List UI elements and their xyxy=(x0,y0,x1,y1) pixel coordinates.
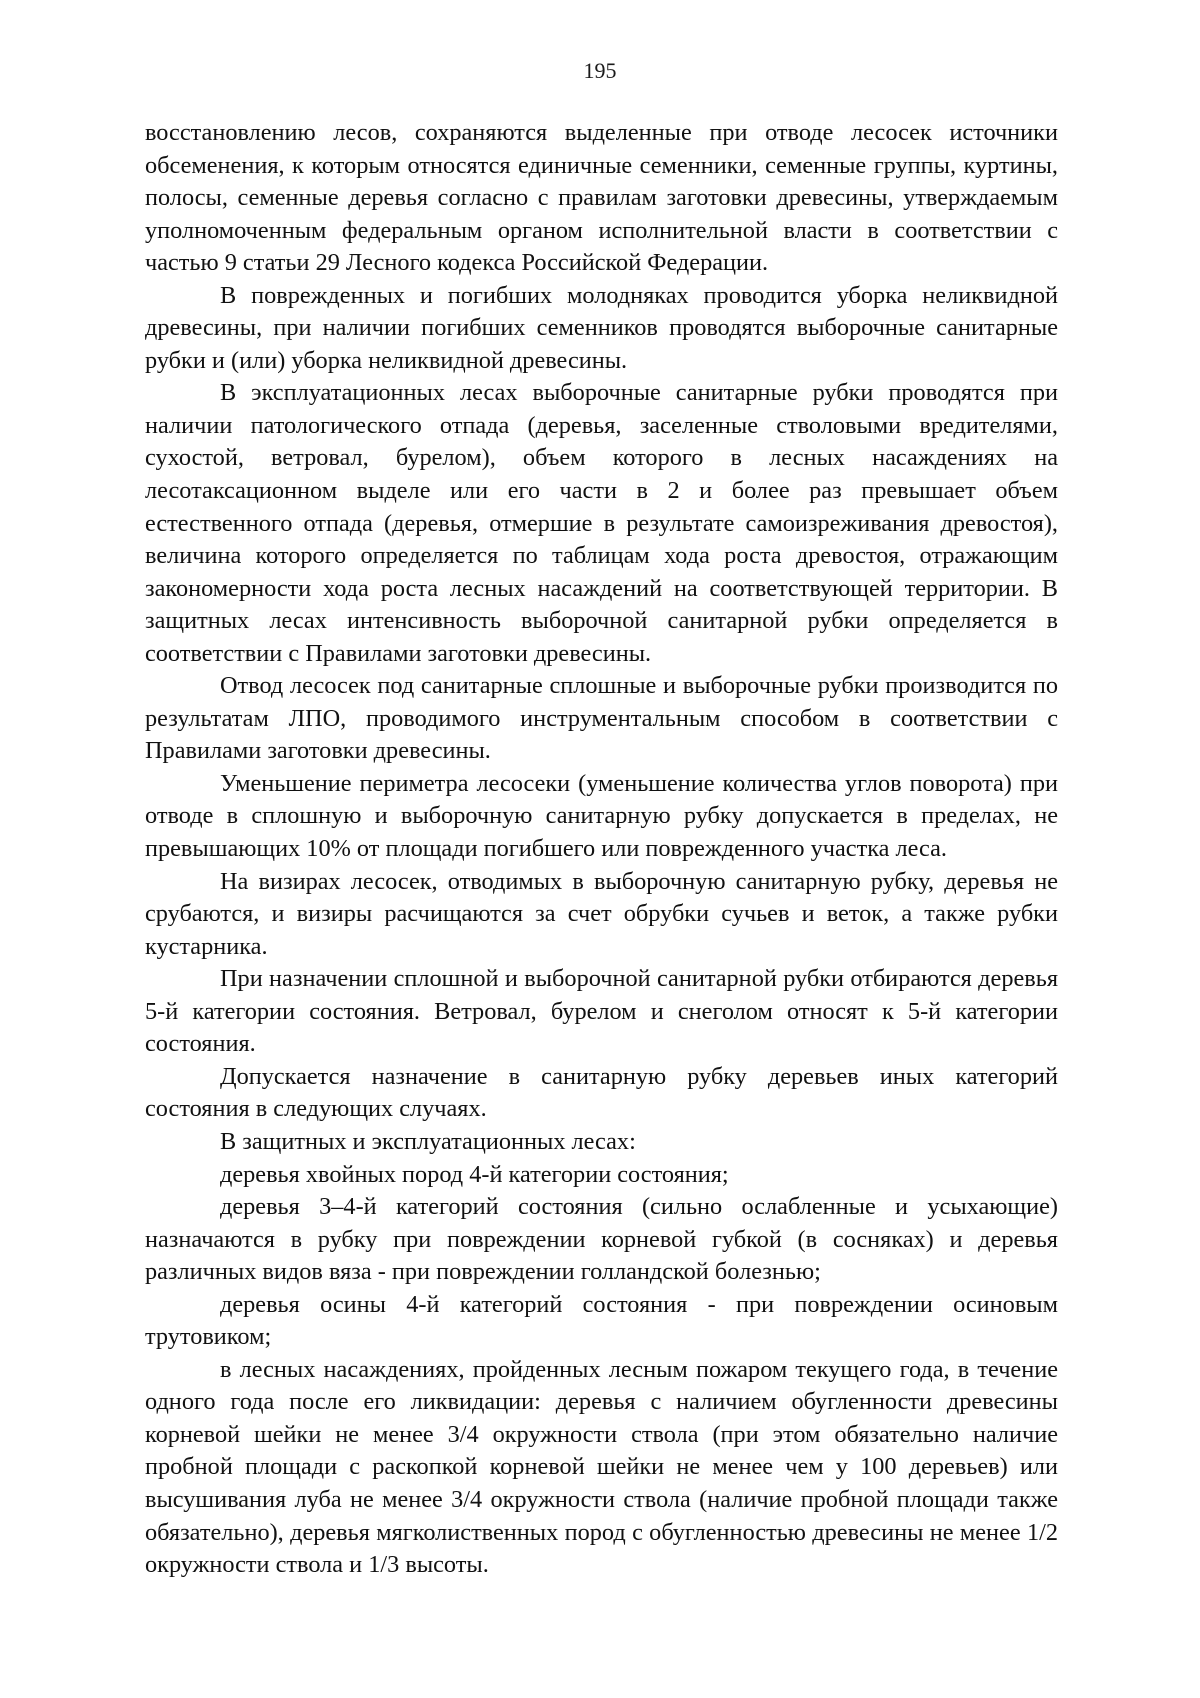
page-number: 195 xyxy=(583,58,617,83)
paragraph: В защитных и эксплуатационных лесах: xyxy=(220,1127,636,1155)
paragraph: Уменьшение периметра лесосеки (уменьшение количества углов поворота) при отводе в сплошную и выборочную санитарную рубку допускается в пределах, не превышающих 10% от площади погибшего или поврежденного участка леса. xyxy=(145,769,1058,863)
paragraph: Отвод лесосек под санитарные сплошные и выборочные рубки производится по результатам ЛПО, проводимого инструментальным способом в соответствии с Правилами заготовки древесины. xyxy=(145,672,1058,765)
paragraph: На визирах лесосек, отводимых в выборочную санитарную рубку, деревья не срубаются, и визиры расчищаются за счет обрубки сучьев и веток, а также рубки кустарника. xyxy=(145,867,1058,960)
list-item: деревья 3–4-й категорий состояния (сильно ослабленные и усыхающие) назначаются в рубку при повреждении корневой губкой (в сосняках) и деревья различных видов вяза - при повреждении голландской болезнью; xyxy=(145,1193,1058,1286)
paragraph: Допускается назначение в санитарную рубку деревьев иных категорий состояния в следующих случаях. xyxy=(145,1062,1058,1123)
paragraph: При назначении сплошной и выборочной санитарной рубки отбираются деревья 5-й категории состояния. Ветровал, бурелом и снеголом относят к 5-й категории состояния. xyxy=(145,965,1058,1058)
list-item: в лесных насаждениях, пройденных лесным пожаром текущего года, в течение одного года после его ликвидации: деревья с наличием обугленности древесины корневой шейки не менее 3/4 окружности ствола (при этом обязательно наличие пробной площади с раскопкой корневой шейки не менее чем у 100 деревьев) или высушивания луба не менее 3/4 окружности ствола (наличие пробной площади также обязательно), деревья мягколиственных пород с обугленностью древесины не менее 1/2 окружности ствола и 1/3 высоты. xyxy=(145,1355,1058,1579)
paragraph-continuation: восстановлению лесов, сохраняются выделенные при отводе лесосек источники обсеменения, к которым относятся единичные семенники, семенные группы, куртины, полосы, семенные деревья согласно с правилам заготовки древесины, утверждаемым уполномоченным федеральным органом исполнительной власти в соответствии с частью 9 статьи 29 Лесного кодекса Российской Федерации. xyxy=(145,119,1058,277)
paragraph: В эксплуатационных лесах выборочные санитарные рубки проводятся при наличии патологического отпада (деревья, заселенные стволовыми вредителями, сухостой, ветровал, бурелом), объем которого в лесных насаждениях на лесотаксационном выделе или его части в 2 и более раз превышает объем естественного отпада (деревья, отмершие в результате самоизреживания древостоя), величина которого определяется по таблицам хода роста древостоя, отражающим закономерности хода роста лесных насаждений на соответствующей территории. В защитных лесах интенсивность выборочной санитарной рубки определяется в соответствии с Правилами заготовки древесины. xyxy=(145,379,1058,667)
list-item: деревья осины 4-й категорий состояния - при повреждении осиновым трутовиком; xyxy=(145,1290,1058,1351)
paragraph: В поврежденных и погибших молодняках проводится уборка неликвидной древесины, при наличии погибших семенников проводятся выборочные санитарные рубки и (или) уборка неликвидной древесины. xyxy=(145,281,1058,374)
document-body xyxy=(145,117,1058,1582)
list-item: деревья хвойных пород 4-й категории состояния; xyxy=(220,1160,729,1188)
